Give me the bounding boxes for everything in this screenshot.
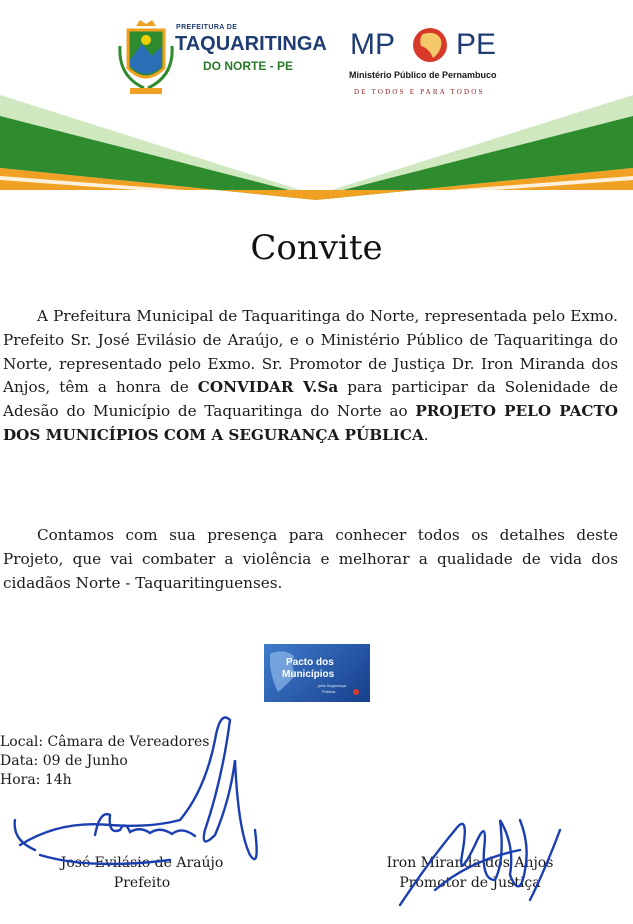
mppe-mp-text: MP — [350, 28, 395, 61]
mppe-name: Ministério Público de Pernambuco — [349, 70, 497, 80]
event-date: Data: 09 de Junho — [0, 753, 128, 769]
invitation-highlight-convidar: CONVIDAR V.Sa — [197, 378, 339, 397]
invitation-text-a: A Prefeitura Municipal de Taquaritinga do Norte, representada pelo Exmo. Prefeito Sr. José Evilásio de Araújo, e o Ministério Público de Taquaritinga do Norte, representado pelo Exmo. Sr. Promotor de Justiça Dr. Iron Miranda dos Anjos, têm a honra de — [3, 307, 618, 397]
event-location: Local: Câmara de Vereadores — [0, 734, 210, 750]
invitation-text-b: para participar da Solenidade de Adesão do Município de Taquaritinga do Norte ao — [3, 378, 618, 421]
closing-paragraph — [3, 524, 618, 595]
pacto-subtitle-line1: pela Segurança — [318, 683, 347, 688]
closing-text: Contamos com sua presença para conhecer todos os detalhes deste Projeto, que vai combater a violência e melhorar a qualidade de vida dos cidadãos Norte - Taquaritinguenses. — [3, 526, 618, 592]
prefeitura-subtitle: DO NORTE - PE — [203, 59, 294, 73]
signatory-1-name: José Evilásio de Araújo — [60, 855, 224, 871]
signatory-2-name: Iron Miranda dos Anjos — [386, 855, 554, 871]
letterhead-swoosh — [0, 0, 633, 205]
pacto-title-line2: Municípios — [282, 669, 335, 680]
prefeitura-label: PREFEITURA DE — [176, 24, 238, 31]
signatory-1-role: Prefeito — [113, 875, 171, 891]
pacto-title-line1: Pacto dos — [286, 657, 334, 668]
letterhead — [0, 0, 633, 205]
pacto-municipios-logo — [264, 644, 370, 702]
invitation-text-end: . — [423, 425, 429, 444]
document-title: Convite — [250, 228, 383, 268]
mppe-pe-text: PE — [456, 28, 497, 61]
prefeitura-name: TAQUARITINGA — [175, 33, 327, 55]
pacto-subtitle-line2: Pública — [322, 689, 336, 694]
event-time: Hora: 14h — [0, 772, 72, 788]
invitation-highlight-project: PROJETO PELO PACTO DOS MUNICÍPIOS COM A SEGURANÇA PÚBLICA — [3, 402, 618, 444]
mppe-tagline: DE TODOS E PARA TODOS — [354, 88, 485, 96]
invitation-paragraph — [3, 305, 618, 448]
signatory-2-role: Promotor de Justiça — [399, 875, 541, 891]
prefeitura-coat-of-arms-icon — [116, 16, 176, 104]
